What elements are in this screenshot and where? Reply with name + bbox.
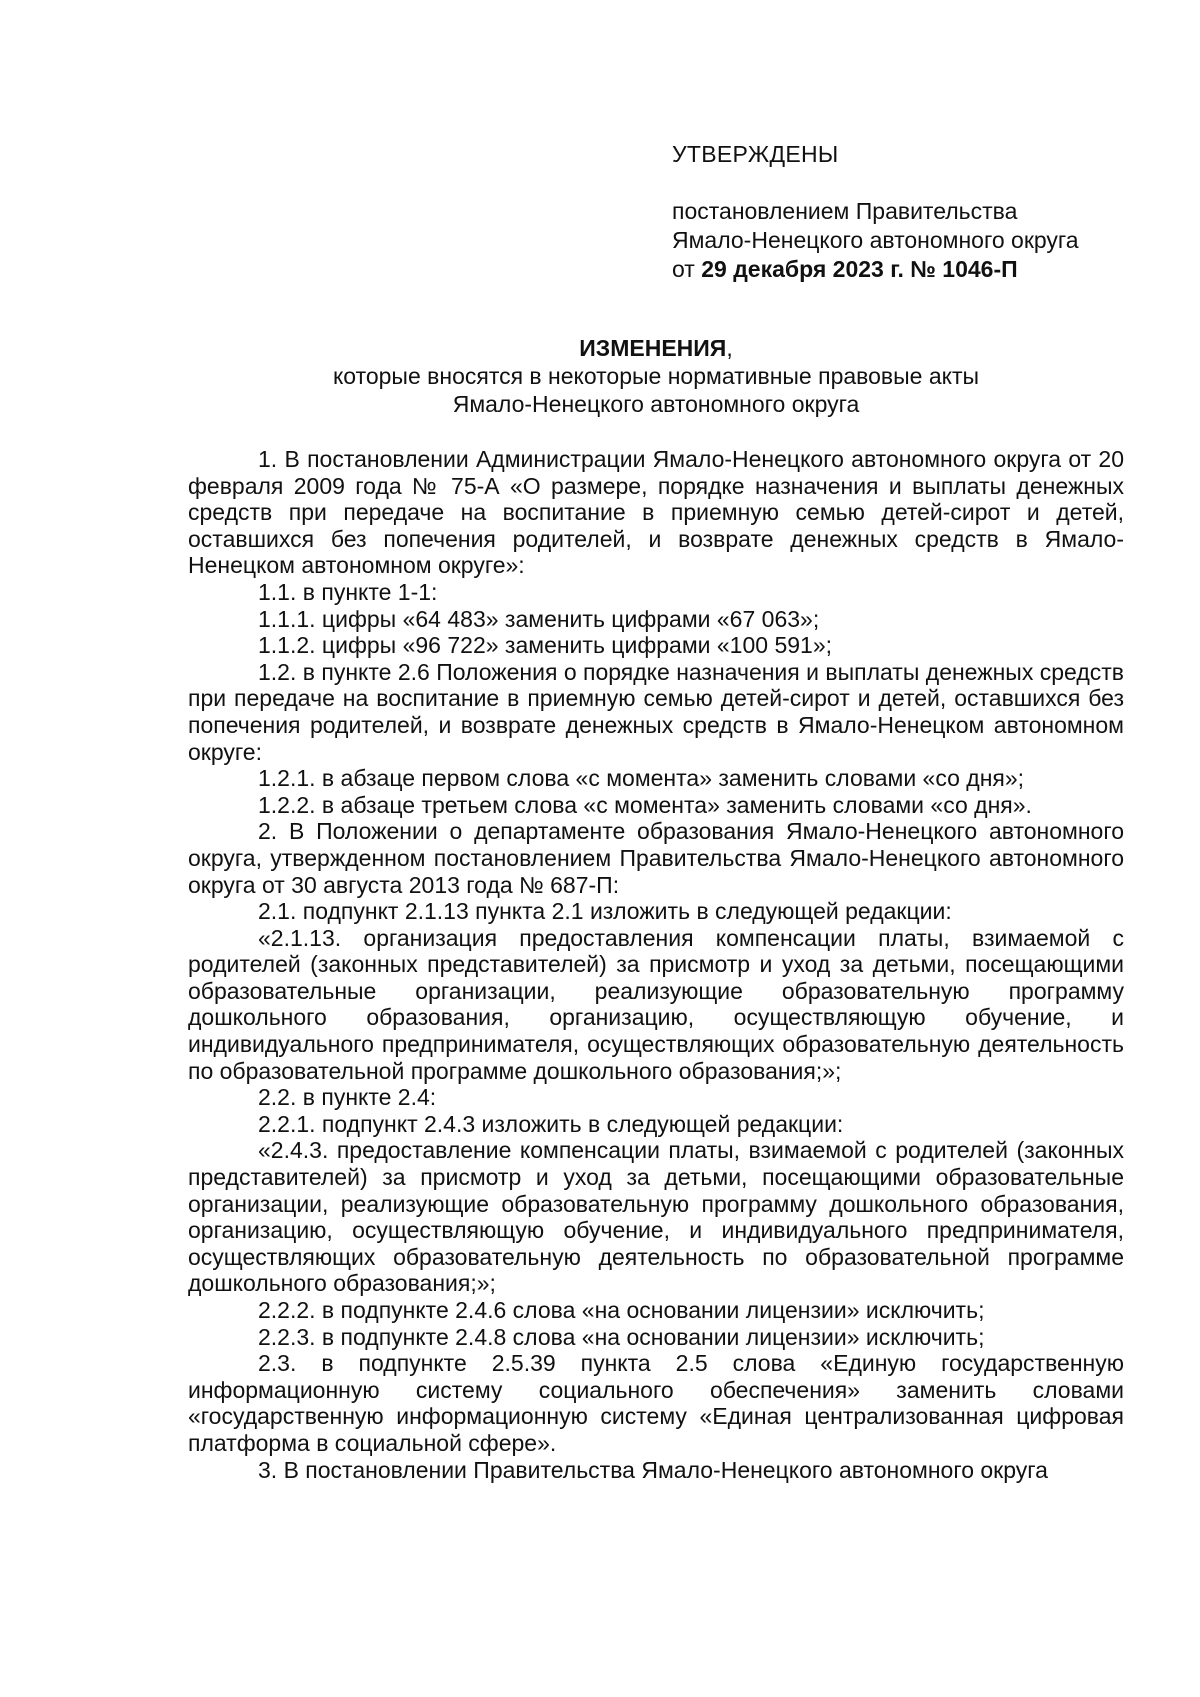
paragraph: 1.1.2. цифры «96 722» заменить цифрами «100 591»; <box>258 632 833 659</box>
approval-block <box>672 140 1172 284</box>
paragraph: 1.2.1. в абзаце первом слова «с момента» заменить словами «со дня»; <box>258 765 1025 792</box>
document-body <box>188 446 1124 1483</box>
paragraph: 1. В постановлении Администрации Ямало-Ненецкого автономного округа от 20 февраля 2009 года № 75-А «О размере, порядке назначения и выплаты денежных средств при передаче на воспитание в приемную семью детей-сирот и детей, оставшихся без попечения родителей, и возврате денежных средств в Ямало-Ненецком автономном округе»: <box>188 446 1124 579</box>
approval-date-prefix: от <box>672 256 702 282</box>
paragraph: 3. В постановлении Правительства Ямало-Ненецкого автономного округа <box>258 1456 1048 1483</box>
title-heading-line <box>188 334 1124 362</box>
paragraph: 2.2.1. подпункт 2.4.3 изложить в следующей редакции: <box>258 1110 844 1137</box>
paragraph: «2.1.13. организация предоставления компенсации платы, взимаемой с родителей (законных представителей) за присмотр и уход за детьми, посещающими образовательные организации, реализующие образовательную программу дошкольного образования, организацию, осуществляющую обучение, и индивидуального предпринимателя, осуществляющих образовательную деятельность по образовательной программе дошкольного образования;»; <box>188 924 1124 1084</box>
paragraph: 2.2.3. в подпункте 2.4.8 слова «на основании лицензии» исключить; <box>258 1323 985 1350</box>
paragraph: 2. В Положении о департаменте образования Ямало-Ненецкого автономного округа, утвержденном постановлением Правительства Ямало-Ненецкого автономного округа от 30 августа 2013 года № 687-П: <box>188 818 1124 898</box>
approval-date-number: 29 декабря 2023 г. № 1046-П <box>701 256 1018 282</box>
paragraph: 1.2.2. в абзаце третьем слова «с момента» заменить словами «со дня». <box>258 791 1032 818</box>
approval-date-line <box>672 255 1172 284</box>
title-heading: ИЗМЕНЕНИЯ <box>579 335 727 361</box>
paragraph: «2.4.3. предоставление компенсации платы, взимаемой с родителей (законных представителей) за присмотр и уход за детьми, посещающими образовательные организации, реализующие образовательную программу дошкольного образования, организацию, осуществляющую обучение, и индивидуального предпринимателя, осуществляющих образовательную деятельность по образовательной программе дошкольного образования;»; <box>188 1137 1124 1297</box>
paragraph: 1.1. в пункте 1-1: <box>258 578 438 605</box>
title-line-2: которые вносятся в некоторые нормативные правовые акты <box>332 363 980 389</box>
paragraph: 2.2.2. в подпункте 2.4.6 слова «на основании лицензии» исключить; <box>258 1297 985 1323</box>
approval-line-1: постановлением Правительства <box>672 198 1018 224</box>
paragraph: 2.2. в пункте 2.4: <box>258 1084 437 1111</box>
paragraph: 2.1. подпункт 2.1.13 пункта 2.1 изложить в следующей редакции: <box>258 898 952 925</box>
title-line-3: Ямало-Ненецкого автономного округа <box>452 391 860 417</box>
paragraph: 2.3. в подпункте 2.5.39 пункта 2.5 слова «Единую государственную информационную систему социального обеспечения» заменить словами «государственную информационную систему «Единая централизованная цифровая платформа в социальной сфере». <box>188 1350 1124 1456</box>
title-heading-suffix: , <box>726 335 733 361</box>
document-title <box>188 334 1124 418</box>
approval-stamp: УТВЕРЖДЕНЫ <box>672 141 839 167</box>
paragraph: 1.2. в пункте 2.6 Положения о порядке назначения и выплаты денежных средств при передаче на воспитание в приемную семью детей-сирот и детей, оставшихся без попечения родителей, и возврате денежных средств в Ямало-Ненецком автономном округе: <box>188 658 1124 765</box>
approval-line-2: Ямало-Ненецкого автономного округа <box>672 227 1079 253</box>
paragraph: 1.1.1. цифры «64 483» заменить цифрами «67 063»; <box>258 605 820 632</box>
